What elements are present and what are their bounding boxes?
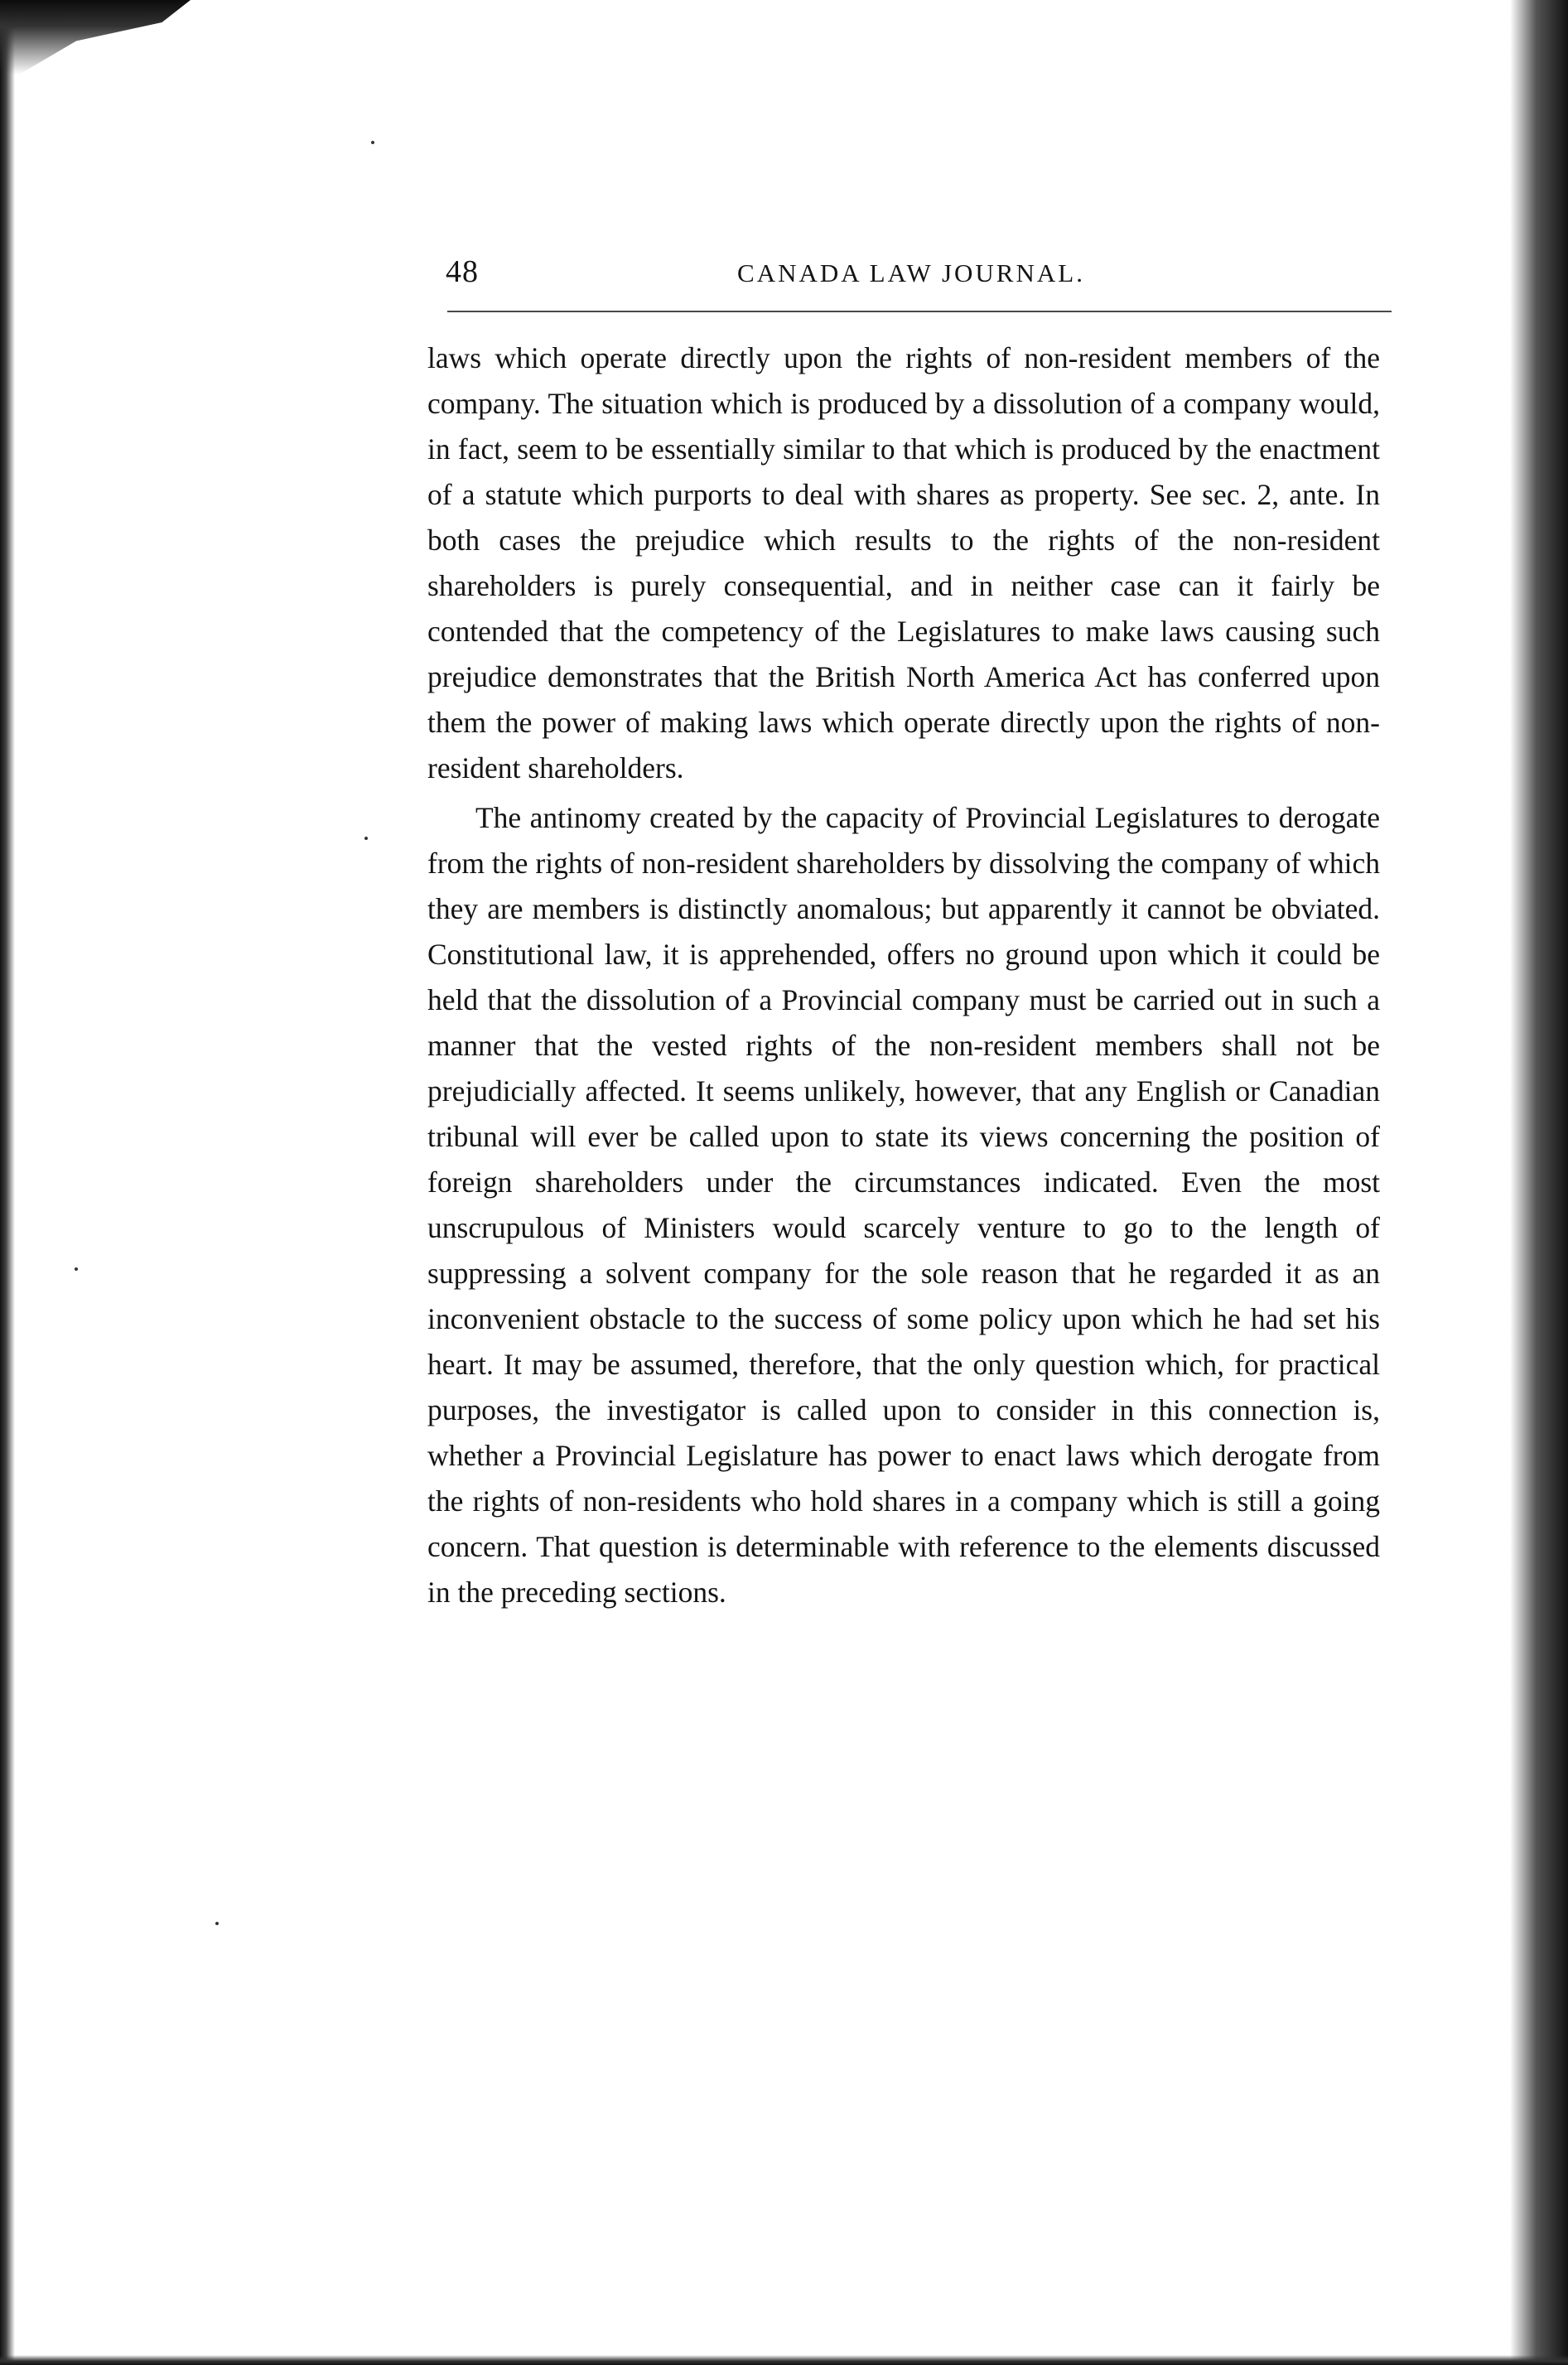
paragraph: The antinomy created by the capacity of Provincial Legislatures to derogate from the rights of non-resident shareholders by dissolving the company of which they are members is distinctly anomalous; but apparently it cannot be obviated. Constitutional law, it is apprehended, offers no ground upon which it could be held that the dissolution of a Provincial company must be carried out in such a manner that the vested rights of the non-resident members shall not be prejudicially affected. It seems unlikely, however, that any English or Canadian tribunal will ever be called upon to state its views concerning the position of foreign shareholders under the circumstances indicated. Even the most unscrupulous of Ministers would scarcely venture to go to the length of suppressing a solvent company for the sole reason that he regarded it as an inconvenient obstacle to the success of some policy upon which he had set his heart. It may be assumed, therefore, that the only question which, for practical purposes, the investigator is called upon to consider in this connection is, whether a Provincial Legislature has power to enact laws which derogate from the rights of non-residents who hold shares in a company which is still a going concern. That question is determinable with reference to the elements discussed in the preceding sections. [427, 801, 1380, 1609]
scan-binding-edge-right [1510, 0, 1568, 2365]
scan-speck [364, 837, 368, 840]
header-rule [447, 311, 1392, 312]
scan-binding-edge-left [0, 0, 15, 2365]
scan-speck [75, 1267, 78, 1271]
scan-edge-bottom [0, 2355, 1568, 2365]
journal-title: CANADA LAW JOURNAL. [737, 258, 1085, 287]
article-body [427, 335, 1380, 1615]
paragraph: laws which operate directly upon the rights of non-resident members of the company. The situation which is produced by a dissolution of a company would, in fact, seem to be essentially similar to that which is produced by the enactment of a statute which purports to deal with shares as property. See sec. 2, ante. In both cases the prejudice which results to the rights of the non-resident shareholders is purely consequential, and in neither case can it fairly be contended that the competency of the Legislatures to make laws causing such prejudice demonstrates that the British North America Act has conferred upon them the power of making laws which operate directly upon the rights of non-resident shareholders. [427, 341, 1380, 784]
running-head [422, 249, 1400, 298]
scan-corner-artifact [0, 0, 191, 75]
scan-speck [215, 1922, 219, 1925]
scan-speck [371, 141, 374, 144]
page-number: 48 [446, 254, 479, 289]
